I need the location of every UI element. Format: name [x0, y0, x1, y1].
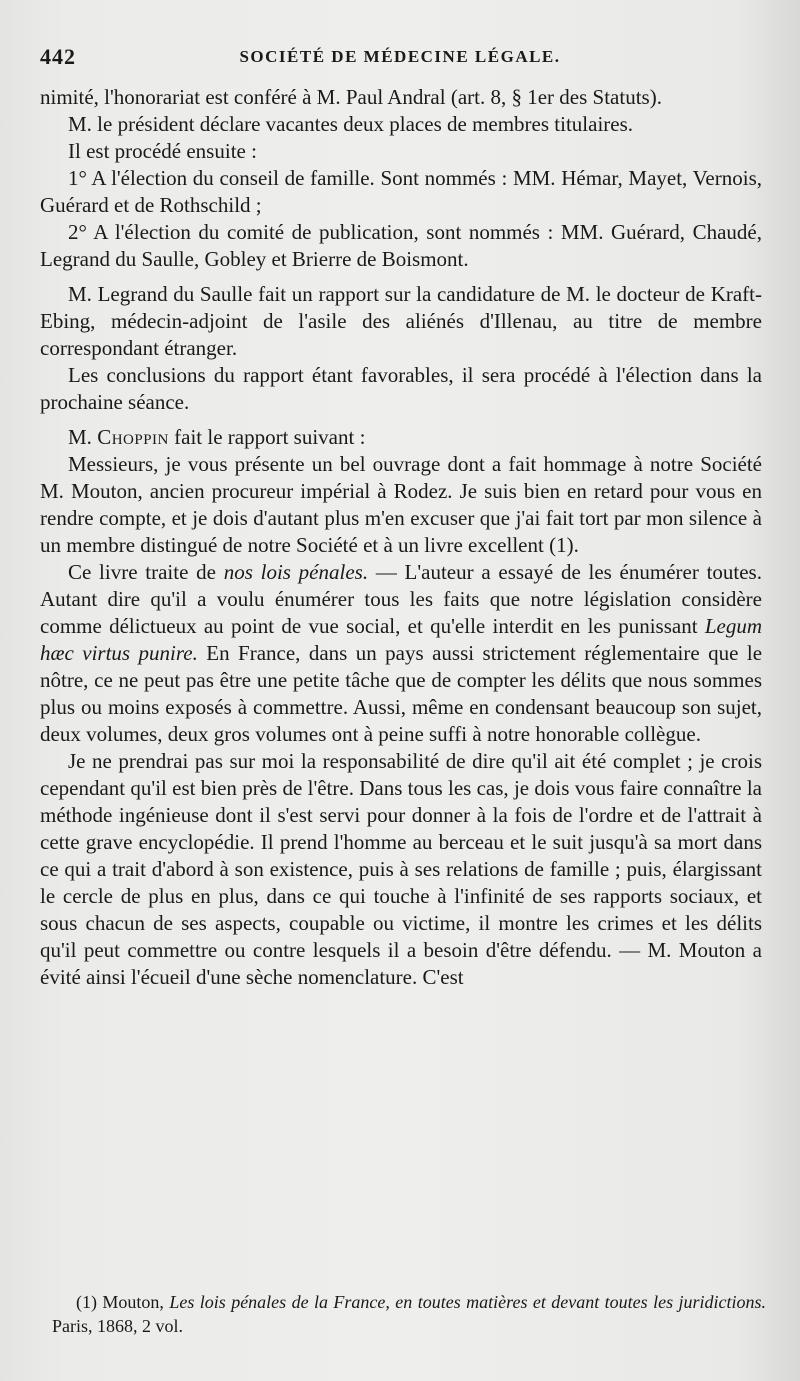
paragraph-election-conclusion: Les conclusions du rapport étant favorables, il sera procédé à l'élection dans la prochaine séance. [40, 363, 762, 414]
speaker-prefix: M. [68, 425, 92, 449]
italic-text: nos lois pénales. [223, 560, 369, 584]
paragraph-text: Ce livre traite de [68, 560, 216, 584]
running-title: SOCIÉTÉ DE MÉDECINE LÉGALE. [239, 47, 561, 66]
footnote-marker: (1) Mouton, [76, 1292, 164, 1312]
page-header [40, 44, 760, 74]
paragraph-choppin-report-intro [40, 424, 762, 451]
paragraph-text: En France, dans un pays aussi strictement réglementaire que le nôtre, ce ne peut pas être une petite tâche que de compter les délits que nous sommes plus ou moins exposés à commettre. Aussi, même en condensant beaucoup son sujet, deux volumes, deux gros volumes ont à peine suffi à notre honorable collègue. [40, 641, 763, 746]
paragraph-procedure: Il est procédé ensuite : [68, 139, 257, 163]
paragraph-mouton-book [40, 451, 762, 559]
paragraph-family-council: 1° A l'élection du conseil de famille. Sont nommés : MM. Hémar, Mayet, Vernois, Guérard et de Rothschild ; [40, 166, 762, 217]
paragraph-book-subject [40, 559, 762, 748]
latin-quote: Legum hæc virtus punire. [40, 614, 762, 665]
footnote [52, 1290, 766, 1338]
paragraph-vacant-places: M. le président déclare vacantes deux places de membres titulaires. [68, 112, 634, 136]
footnote-book-title: Les lois pénales de la France, en toutes matières et devant toutes les juridictions. [169, 1292, 766, 1312]
paragraph-text: Messieurs, je vous présente un bel ouvrage dont a fait hommage à notre Société M. Mouton, ancien procureur impérial à Rodez. Je suis bien en retard pour vous en rendre compte, et je dois d'autant plus m'en excuser que j'ai fait tort par mon silence à un membre distingué de notre Société et à un livre excellent [40, 452, 762, 557]
paragraph-method: Je ne prendrai pas sur moi la responsabilité de dire qu'il ait été complet ; je crois cependant qu'il est bien près de l'être. Dans tous les cas, je dois vous faire connaître la méthode ingénieuse dont il s'est servi pour donner à la fois de l'ordre et de l'attrait à cette grave encyclopédie. Il prend l'homme au berceau et le suit jusqu'à sa mort dans ce qui a trait d'abord à son existence, puis à ses relations de famille ; puis, élargissant le cercle de plus en plus, dans ce qui touche à l'infinité de ses rapports sociaux, et sous chacun de ses aspects, coupable ou victime, il montre les crimes et les délits qu'il peut commettre ou contre lesquels il a besoin d'être défendu. — M. Mouton a évité ainsi l'écueil d'une sèche nomenclature. C'est [40, 749, 762, 989]
speaker-action: fait le rapport suivant : [174, 425, 366, 449]
paragraph-gap [40, 273, 762, 281]
paragraph-candidature-report: M. Legrand du Saulle fait un rapport sur la candidature de M. le docteur de Kraft-Ebing, médecin-adjoint de l'asile des aliénés d'Illenau, au titre de membre correspondant étranger. [40, 282, 762, 360]
footnote-text [52, 1290, 766, 1338]
footnote-reference: (1). [549, 533, 579, 557]
paragraph-text: — L'auteur a essayé de les énumérer toutes. Autant dire qu'il a voulu énumérer tous les faits que notre législation considère comme délictueux au point de vue social, et qu'elle interdit en les punissant [40, 560, 762, 638]
paragraph-publication-committee: 2° A l'élection du comité de publication, sont nommés : MM. Guérard, Chaudé, Legrand du Saulle, Gobley et Brierre de Boismont. [40, 220, 762, 271]
paragraph-gap [40, 416, 762, 424]
speaker-name: Choppin [97, 425, 169, 449]
paragraph-honorariat: nimité, l'honorariat est conféré à M. Paul Andral (art. 8, § 1er des Statuts). [40, 85, 662, 109]
body-text [40, 84, 762, 991]
page-number: 442 [40, 44, 76, 69]
footnote-publication: Paris, 1868, 2 vol. [52, 1316, 184, 1336]
